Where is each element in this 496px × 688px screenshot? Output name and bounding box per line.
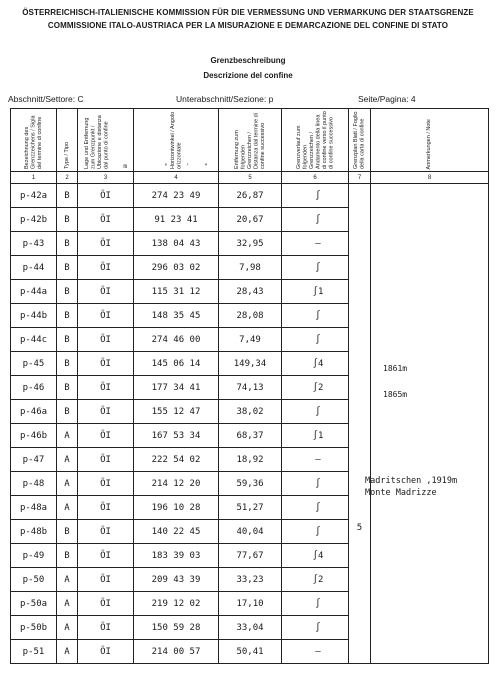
title-de: Grenzbeschreibung bbox=[210, 56, 286, 65]
course-symbol: ∫ bbox=[282, 520, 349, 544]
marker-type: B bbox=[57, 184, 78, 208]
course-symbol: ∫4 bbox=[282, 544, 349, 568]
marker-type: B bbox=[57, 280, 78, 304]
marker-id: p-46a bbox=[11, 400, 57, 424]
marker-id: p-48a bbox=[11, 496, 57, 520]
marker-id: p-50b bbox=[11, 616, 57, 640]
marker-location: ÖI bbox=[78, 280, 134, 304]
marker-type: A bbox=[57, 496, 78, 520]
marker-location: ÖI bbox=[78, 616, 134, 640]
marker-id: p-47 bbox=[11, 448, 57, 472]
distance-next: 7,49 bbox=[219, 328, 282, 352]
distance-next: 38,02 bbox=[219, 400, 282, 424]
marker-id: p-42a bbox=[11, 184, 57, 208]
sheet-number: 5 bbox=[356, 522, 363, 533]
horizontal-angle: 214 12 20 bbox=[134, 472, 219, 496]
horizontal-angle: 138 04 43 bbox=[134, 232, 219, 256]
distance-next: 33,23 bbox=[219, 568, 282, 592]
marker-id: p-46b bbox=[11, 424, 57, 448]
distance-next: 18,92 bbox=[219, 448, 282, 472]
horizontal-angle: 140 22 45 bbox=[134, 520, 219, 544]
column-number-row bbox=[11, 172, 489, 184]
marker-location: ÖI bbox=[78, 520, 134, 544]
marker-location: ÖI bbox=[78, 304, 134, 328]
distance-next: 28,43 bbox=[219, 280, 282, 304]
marker-type: B bbox=[57, 328, 78, 352]
horizontal-angle: 296 03 02 bbox=[134, 256, 219, 280]
marker-type: A bbox=[57, 616, 78, 640]
marker-type: A bbox=[57, 568, 78, 592]
boundary-table bbox=[10, 108, 489, 664]
horizontal-angle: 91 23 41 bbox=[134, 208, 219, 232]
col-header-type: Type / Tipo bbox=[57, 109, 78, 172]
abschnitt-label: Abschnitt/Settore: C bbox=[8, 94, 84, 104]
distance-next: 26,87 bbox=[219, 184, 282, 208]
horizontal-angle: 115 31 12 bbox=[134, 280, 219, 304]
distance-next: 7,98 bbox=[219, 256, 282, 280]
horizontal-angle: 214 00 57 bbox=[134, 640, 219, 664]
marker-location: ÖI bbox=[78, 376, 134, 400]
horizontal-angle: 222 54 02 bbox=[134, 448, 219, 472]
marker-type: B bbox=[57, 232, 78, 256]
marker-location: ÖI bbox=[78, 184, 134, 208]
distance-next: 40,04 bbox=[219, 520, 282, 544]
course-symbol: ∫4 bbox=[282, 352, 349, 376]
distance-next: 17,10 bbox=[219, 592, 282, 616]
distance-next: 51,27 bbox=[219, 496, 282, 520]
course-symbol: ∫ bbox=[282, 304, 349, 328]
horizontal-angle: 274 23 49 bbox=[134, 184, 219, 208]
marker-location: ÖI bbox=[78, 544, 134, 568]
note-place-it: Monte Madrizze bbox=[365, 488, 437, 498]
col-header-course: Grenzverlauf zum folgenden Grenzzeichen / Andamento della linea di confine verso il punto di confine successivo bbox=[282, 109, 349, 172]
marker-type: B bbox=[57, 352, 78, 376]
horizontal-angle: 196 10 28 bbox=[134, 496, 219, 520]
marker-type: A bbox=[57, 448, 78, 472]
col-number: 7 bbox=[349, 172, 371, 184]
marker-type: B bbox=[57, 376, 78, 400]
col-number: 1 bbox=[11, 172, 57, 184]
col-number: 4 bbox=[134, 172, 219, 184]
distance-next: 20,67 bbox=[219, 208, 282, 232]
note-elevation-2: 1865m bbox=[383, 390, 408, 399]
marker-type: A bbox=[57, 640, 78, 664]
course-symbol: ∫1 bbox=[282, 424, 349, 448]
col-header-location: Lage und Entfernung zum Grenzpunkt / Ubicazione e distanza dal punto di confine m bbox=[78, 109, 134, 172]
course-symbol: ∫ bbox=[282, 496, 349, 520]
marker-location: ÖI bbox=[78, 208, 134, 232]
marker-id: p-45 bbox=[11, 352, 57, 376]
marker-location: ÖI bbox=[78, 448, 134, 472]
marker-location: ÖI bbox=[78, 352, 134, 376]
marker-type: B bbox=[57, 208, 78, 232]
distance-next: 32,95 bbox=[219, 232, 282, 256]
marker-id: p-50a bbox=[11, 592, 57, 616]
course-symbol: ∫ bbox=[282, 184, 349, 208]
horizontal-angle: 274 46 00 bbox=[134, 328, 219, 352]
course-symbol: ∫ bbox=[282, 592, 349, 616]
course-symbol: ∫1 bbox=[282, 280, 349, 304]
title-it: Descrizione del confine bbox=[203, 71, 293, 80]
horizontal-angle: 183 39 03 bbox=[134, 544, 219, 568]
marker-id: p-49 bbox=[11, 544, 57, 568]
marker-type: B bbox=[57, 520, 78, 544]
marker-id: p-50 bbox=[11, 568, 57, 592]
marker-id: p-44 bbox=[11, 256, 57, 280]
header-line-de: ÖSTERREICHISCH-ITALIENISCHE KOMMISSION FÜR DIE VERMESSUNG UND VERMARKUNG DER STAATSGRENZE bbox=[22, 8, 474, 17]
marker-type: A bbox=[57, 424, 78, 448]
page-label: Seite/Pagina: 4 bbox=[358, 94, 416, 104]
marker-type: B bbox=[57, 304, 78, 328]
marker-location: ÖI bbox=[78, 568, 134, 592]
sheet-cell bbox=[349, 184, 371, 664]
col-number: 2 bbox=[57, 172, 78, 184]
horizontal-angle: 155 12 47 bbox=[134, 400, 219, 424]
horizontal-angle: 219 12 02 bbox=[134, 592, 219, 616]
col-number: 6 bbox=[282, 172, 349, 184]
col-header-notes: Anmerkungen / Note bbox=[371, 109, 489, 172]
course-symbol: ∫ bbox=[282, 256, 349, 280]
marker-id: p-42b bbox=[11, 208, 57, 232]
marker-location: ÖI bbox=[78, 424, 134, 448]
col-header-angle: Horizontwinkel / Angolo orizzontale ° ' " bbox=[134, 109, 219, 172]
marker-type: A bbox=[57, 592, 78, 616]
course-symbol: — bbox=[282, 448, 349, 472]
col-number: 8 bbox=[371, 172, 489, 184]
note-place-de: Madritschen ,1919m bbox=[365, 476, 458, 486]
table-row bbox=[11, 184, 489, 208]
distance-next: 59,36 bbox=[219, 472, 282, 496]
course-symbol: — bbox=[282, 232, 349, 256]
course-symbol: ∫ bbox=[282, 208, 349, 232]
column-header-row bbox=[11, 109, 489, 172]
distance-next: 74,13 bbox=[219, 376, 282, 400]
horizontal-angle: 209 43 39 bbox=[134, 568, 219, 592]
col-number: 5 bbox=[219, 172, 282, 184]
horizontal-angle: 167 53 34 bbox=[134, 424, 219, 448]
marker-id: p-43 bbox=[11, 232, 57, 256]
distance-next: 28,08 bbox=[219, 304, 282, 328]
course-symbol: ∫ bbox=[282, 328, 349, 352]
marker-id: p-44a bbox=[11, 280, 57, 304]
course-symbol: ∫ bbox=[282, 616, 349, 640]
horizontal-angle: 150 59 28 bbox=[134, 616, 219, 640]
horizontal-angle: 148 35 45 bbox=[134, 304, 219, 328]
marker-id: p-44b bbox=[11, 304, 57, 328]
marker-id: p-48b bbox=[11, 520, 57, 544]
col-header-sheet: Grenzplan Blatt / Foglio della carta di confine bbox=[349, 109, 371, 172]
marker-id: p-48 bbox=[11, 472, 57, 496]
marker-location: ÖI bbox=[78, 592, 134, 616]
horizontal-angle: 145 06 14 bbox=[134, 352, 219, 376]
course-symbol: ∫2 bbox=[282, 376, 349, 400]
marker-type: B bbox=[57, 400, 78, 424]
marker-id: p-51 bbox=[11, 640, 57, 664]
marker-location: ÖI bbox=[78, 232, 134, 256]
distance-next: 33,04 bbox=[219, 616, 282, 640]
col-header-distance: Entfernung zum folgenden Grenzzeichen / Distanza dal termine di confine successivo bbox=[219, 109, 282, 172]
note-elevation-1: 1861m bbox=[383, 364, 408, 373]
distance-next: 68,37 bbox=[219, 424, 282, 448]
distance-next: 50,41 bbox=[219, 640, 282, 664]
marker-location: ÖI bbox=[78, 400, 134, 424]
marker-location: ÖI bbox=[78, 640, 134, 664]
marker-type: A bbox=[57, 472, 78, 496]
marker-location: ÖI bbox=[78, 328, 134, 352]
col-header-designation: Bezeichnung des Grenzzeichens / Sigla del termine di confine bbox=[11, 109, 57, 172]
marker-type: B bbox=[57, 256, 78, 280]
header-line-it: COMMISSIONE ITALO-AUSTRIACA PER LA MISURAZIONE E DEMARCAZIONE DEL CONFINE DI STATO bbox=[47, 21, 449, 30]
course-symbol: — bbox=[282, 640, 349, 664]
course-symbol: ∫ bbox=[282, 400, 349, 424]
notes-cell bbox=[365, 184, 489, 664]
marker-location: ÖI bbox=[78, 496, 134, 520]
col-number: 3 bbox=[78, 172, 134, 184]
course-symbol: ∫ bbox=[282, 472, 349, 496]
distance-next: 149,34 bbox=[219, 352, 282, 376]
unterabschnitt-label: Unterabschnitt/Sezione: p bbox=[176, 94, 274, 104]
marker-location: ÖI bbox=[78, 256, 134, 280]
distance-next: 77,67 bbox=[219, 544, 282, 568]
marker-id: p-46 bbox=[11, 376, 57, 400]
marker-type: B bbox=[57, 544, 78, 568]
horizontal-angle: 177 34 41 bbox=[134, 376, 219, 400]
course-symbol: ∫2 bbox=[282, 568, 349, 592]
marker-id: p-44c bbox=[11, 328, 57, 352]
marker-location: ÖI bbox=[78, 472, 134, 496]
